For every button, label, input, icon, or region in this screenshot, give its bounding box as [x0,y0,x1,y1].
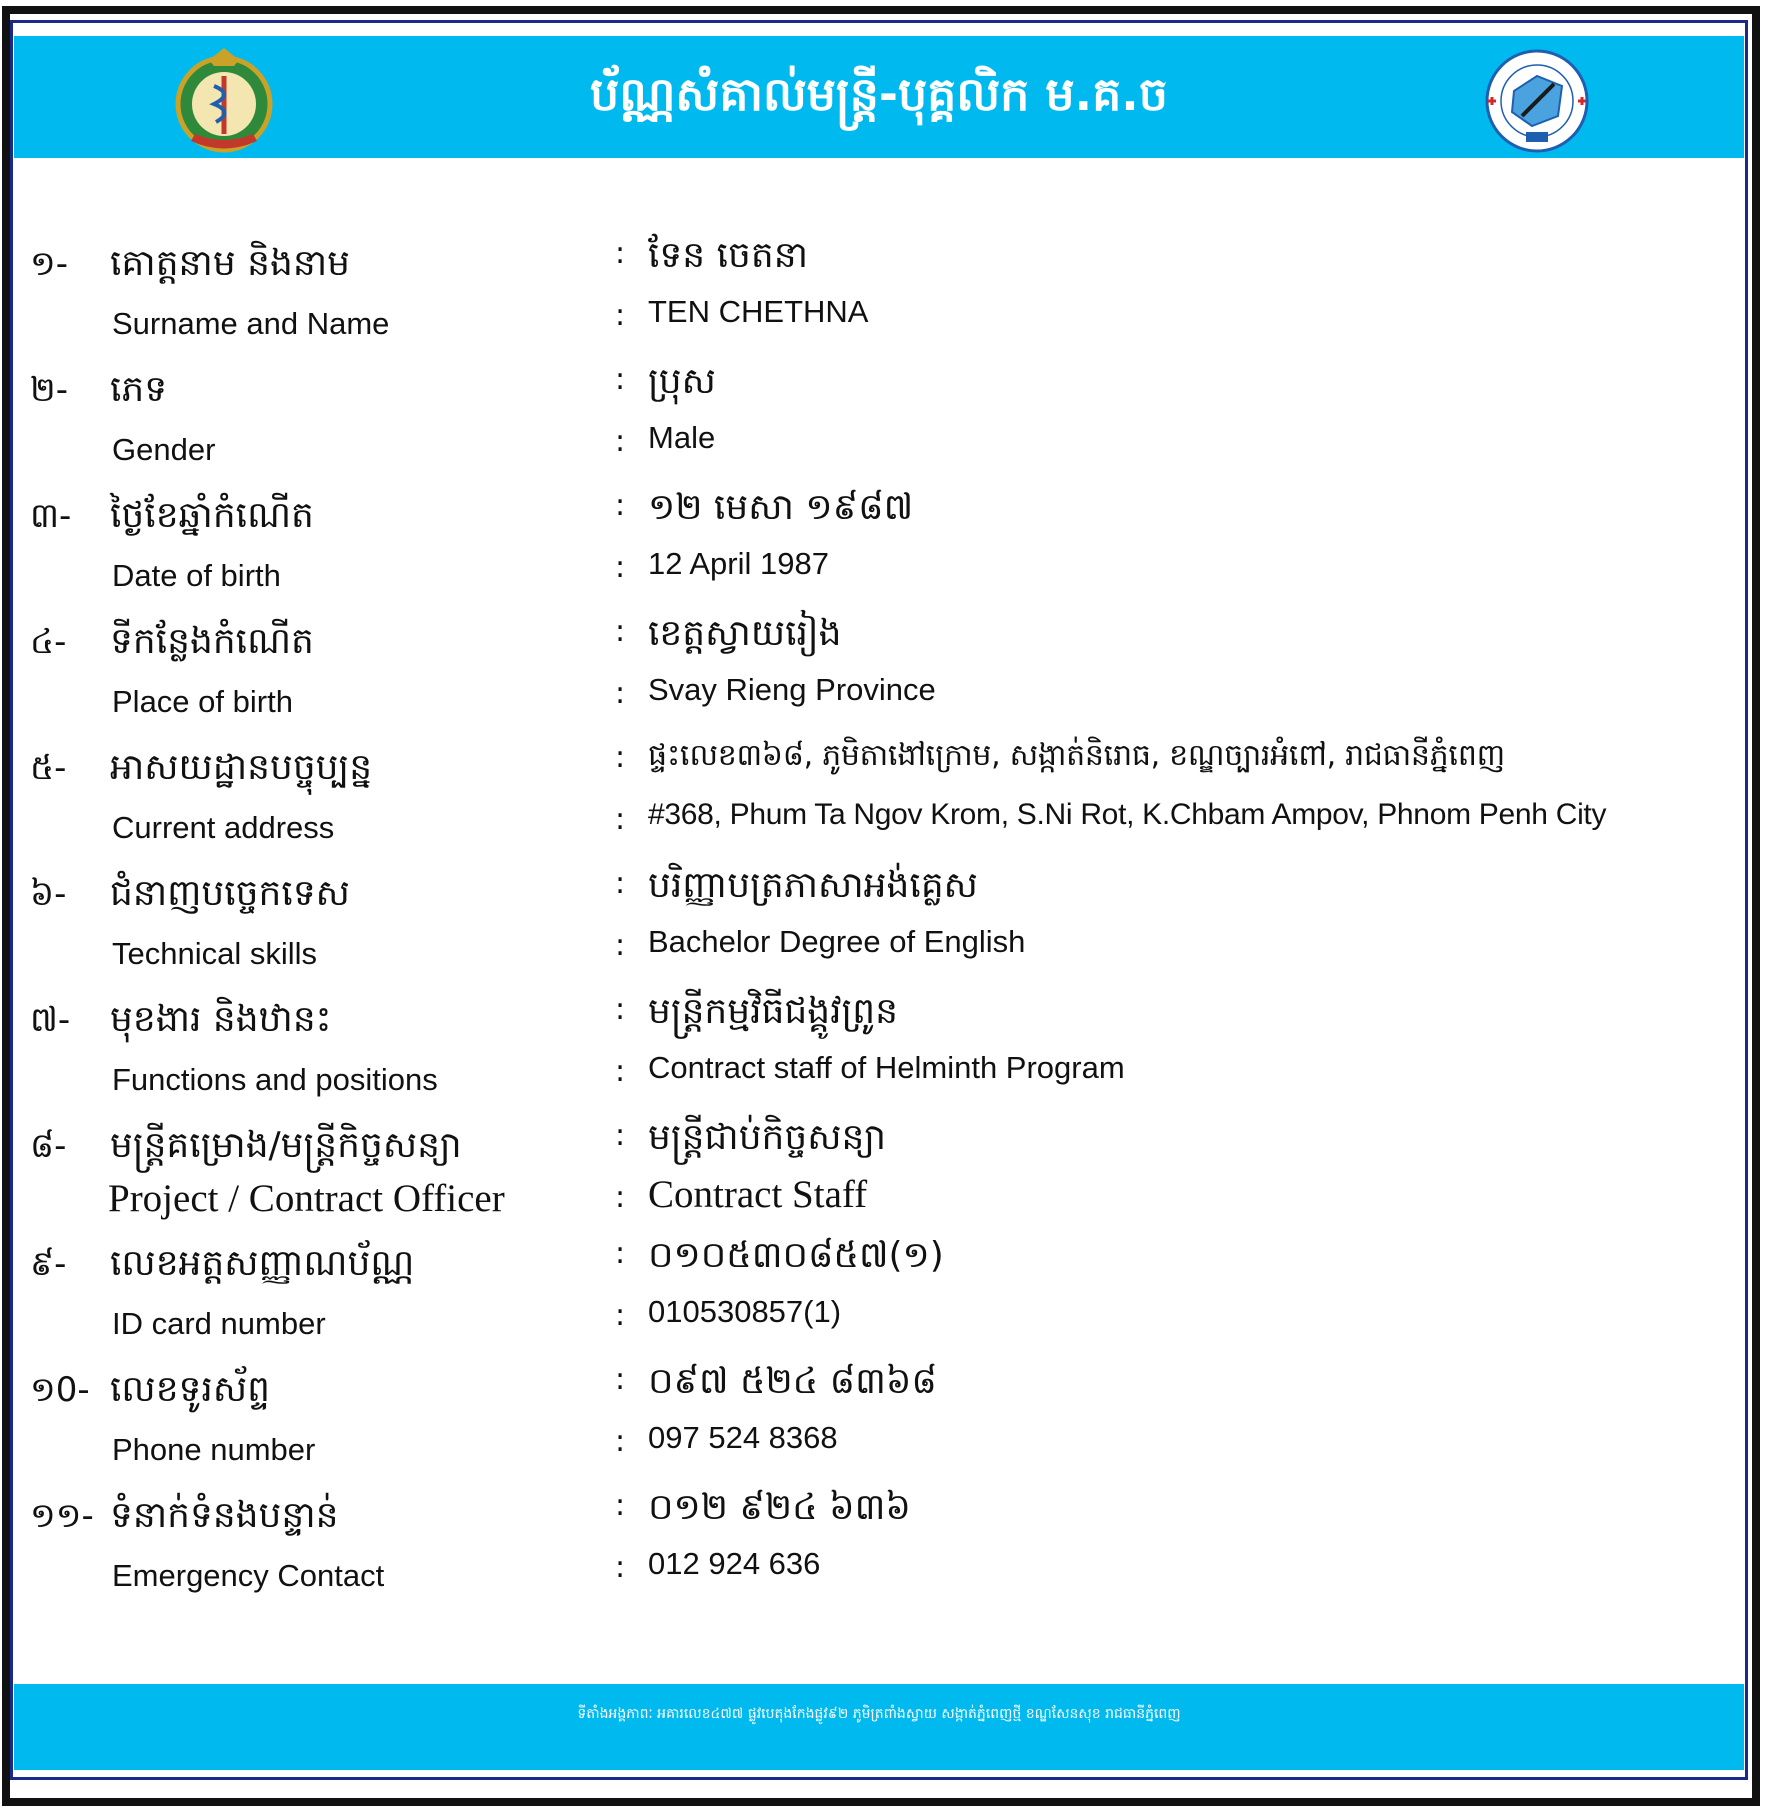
row-number: ៦- [30,874,67,914]
row-number: ៩- [30,1244,67,1284]
colon: : [615,992,626,1027]
row-number: ៤- [30,622,67,662]
value-km: ១២ មេសា ១៩៨៧ [648,487,914,528]
colon: : [615,362,626,397]
card-title: ប័ណ្ណសំគាល់មន្ត្រី-បុគ្គលិក ម.គ.ច [590,67,1168,121]
colon: : [615,1424,626,1459]
colon: : [615,740,626,775]
row-number: ៨- [30,1126,67,1166]
colon: : [615,1054,626,1089]
colon: : [615,1180,626,1215]
value-en: 012 924 636 [648,1546,821,1581]
unit-location-address: ទីតាំងអង្គភាពៈ អគារលេខ៤៧៧ ផ្លូវបេតុងកែងផ្លូវ៩២ ភូមិត្រពាំងស្វាយ សង្កាត់ភ្នំពេញថ្មី ខណ្ឌសែនសុខ រាជធានីភ្នំពេញ [577,1706,1181,1722]
value-km: ០៩៧ ៥២៤ ៨៣៦៨ [648,1361,937,1402]
field-row-function [0,988,1771,1114]
label-en: Technical skills [112,936,318,971]
label-en: Place of birth [112,684,293,719]
value-km: ០១០៥៣០៨៥៧(១) [648,1235,944,1276]
row-number: ១១- [30,1496,94,1536]
field-row-id-card [0,1232,1771,1358]
value-km: ទែន ចេតនា [648,235,808,276]
colon: : [615,1550,626,1585]
label-km: ភេទ [110,369,168,410]
colon: : [615,614,626,649]
field-row-officer-type [0,1114,1771,1240]
value-en: Contract Staff [648,1173,868,1216]
value-en: Contract staff of Helminth Program [648,1050,1125,1085]
value-en: 12 April 1987 [648,546,829,581]
row-number: ១0- [30,1370,90,1410]
header-band [14,36,1744,158]
colon: : [615,676,626,711]
label-en: Date of birth [112,558,281,593]
value-km: ខេត្តស្វាយរៀង [648,613,842,654]
label-km: ទំនាក់ទំនងបន្ទាន់ [110,1495,339,1536]
colon: : [615,298,626,333]
label-en: Functions and positions [112,1062,438,1097]
field-row-emergency [0,1484,1771,1610]
cnm-center-emblem-icon [1482,46,1592,156]
value-km: ផ្ទះលេខ៣៦៨, ភូមិតាងៅក្រោម, សង្កាត់និរោធ, ខណ្ឌច្បារអំពៅ, រាជធានីភ្នំពេញ [648,738,1505,773]
footer-band [14,1684,1744,1770]
value-en: TEN CHETHNA [648,294,869,329]
field-row-skills [0,862,1771,988]
label-km: មុខងារ និងឋានះ [110,999,332,1040]
row-number: ៥- [30,748,67,788]
colon: : [615,1118,626,1153]
label-km: លេខអត្តសញ្ញាណប័ណ្ណ [110,1243,415,1284]
field-row-phone [0,1358,1771,1484]
colon: : [615,1236,626,1271]
value-en: Male [648,420,716,455]
label-en: Project / Contract Officer [108,1177,505,1220]
field-row-birth-place [0,610,1771,736]
label-en: Surname and Name [112,306,390,341]
colon: : [615,236,626,271]
label-km: ថ្ងៃខែឆ្នាំកំណើត [110,495,314,536]
value-km: បរិញ្ញាបត្រភាសាអង់គ្លេស [648,865,978,906]
row-number: ៣- [30,496,72,536]
value-en: Bachelor Degree of English [648,924,1026,959]
label-en: Current address [112,810,335,845]
colon: : [615,1488,626,1523]
value-km: ប្រុស [648,361,716,402]
row-number: ២- [30,370,69,410]
field-row-address [0,736,1771,862]
label-en: Emergency Contact [112,1558,385,1593]
value-km: មន្ត្រីជាប់កិច្ចសន្យា [648,1117,887,1158]
label-km: លេខទូរស័ព្ទ [110,1369,270,1410]
label-km: ជំនាញបច្ចេកទេស [110,873,350,914]
value-en: #368, Phum Ta Ngov Krom, S.Ni Rot, K.Chbam Ampov, Phnom Penh City [648,798,1607,831]
field-row-name [0,232,1771,358]
row-number: ១- [30,244,69,284]
colon: : [615,488,626,523]
value-en: 010530857(1) [648,1294,842,1329]
colon: : [615,1362,626,1397]
row-number: ៧- [30,1000,71,1040]
colon: : [615,802,626,837]
label-en: Phone number [112,1432,316,1467]
value-km: ០១២ ៩២៤ ៦៣៦ [648,1487,911,1528]
label-km: ទីកន្លែងកំណើត [110,621,314,662]
label-km: អាសយដ្ឋានបច្ចុប្បន្ន [110,747,373,788]
value-en: Svay Rieng Province [648,672,936,707]
colon: : [615,550,626,585]
colon: : [615,928,626,963]
value-en: 097 524 8368 [648,1420,838,1455]
colon: : [615,1298,626,1333]
field-row-birth-date [0,484,1771,610]
label-en: ID card number [112,1306,326,1341]
value-km: មន្ត្រីកម្មវិធីជង្គូវព្រូន [648,991,898,1032]
label-km: មន្ត្រីគម្រោង/មន្ត្រីកិច្ចសន្យា [110,1125,462,1166]
label-km: គោត្តនាម និងនាម [110,243,350,284]
label-en: Gender [112,432,216,467]
colon: : [615,866,626,901]
field-row-gender [0,358,1771,484]
colon: : [615,424,626,459]
